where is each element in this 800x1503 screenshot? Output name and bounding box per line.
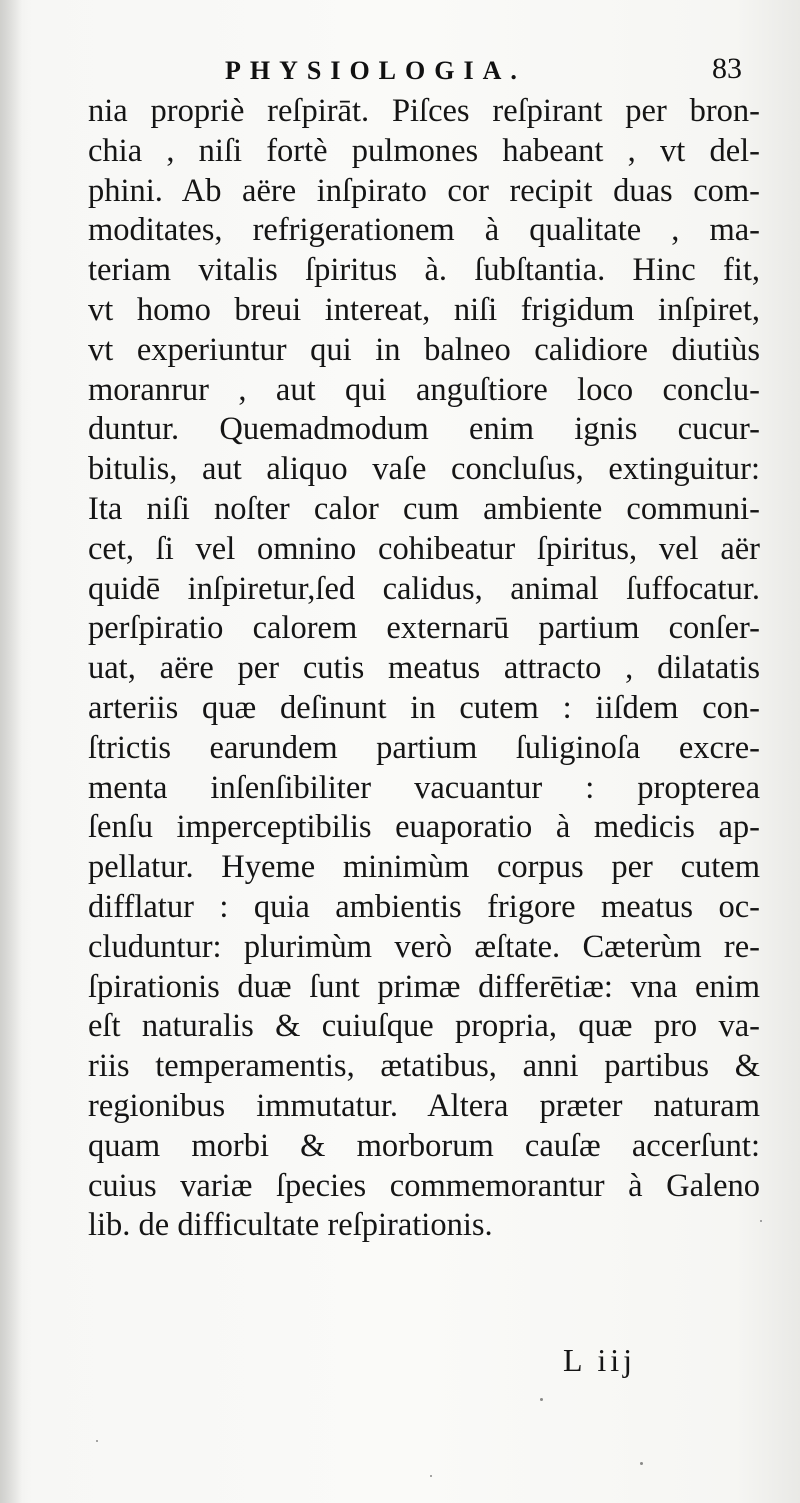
text-line: chia , niſi fortè pulmones habeant , vt del-	[88, 132, 760, 169]
text-line: bitulis, aut aliquo vaſe concluſus, extinguitur:	[88, 451, 760, 488]
text-line: difflatur : quia ambientis frigore meatus oc-	[88, 888, 760, 925]
text-line: perſpiratio calorem externarū partium conſer-	[88, 610, 760, 647]
text-line: ſtrictis earundem partium ſuliginoſa excre-	[88, 729, 760, 766]
text-line: teriam vitalis ſpiritus à. ſubſtantia. Hinc fit,	[88, 252, 760, 289]
text-line: ſenſu imperceptibilis euaporatio à medicis ap-	[88, 809, 760, 846]
text-line: nia propriè reſpirāt. Piſces reſpirant per bron-	[88, 93, 760, 129]
text-line: quidē inſpiretur,ſed calidus, animal ſuffocatur.	[88, 570, 760, 607]
text-line: arteriis quæ deſinunt in cutem : iiſdem con-	[88, 689, 760, 726]
text-line: cuius variæ ſpecies commemorantur à Galeno	[88, 1167, 760, 1204]
text-line: cet, ſi vel omnino cohibeatur ſpiritus, vel aër	[88, 530, 760, 567]
text-line: uat, aëre per cutis meatus attracto , dilatatis	[88, 650, 760, 687]
page-header	[0, 52, 800, 92]
text-line: Ita niſi noſter calor cum ambiente communi-	[88, 490, 760, 527]
page-number: 83	[712, 52, 742, 85]
signature-mark: L iij	[563, 1342, 637, 1378]
text-line: phini. Ab aëre inſpirato cor recipit duas com-	[88, 172, 760, 209]
text-line: quam morbi & morborum cauſæ accerſunt:	[88, 1127, 760, 1164]
text-line: moditates, refrigerationem à qualitate , ma-	[88, 212, 760, 249]
text-line: riis temperamentis, ætatibus, anni partibus &	[88, 1048, 760, 1085]
body-text	[88, 92, 760, 1246]
text-line: eſt naturalis & cuiuſque propria, quæ pro va-	[88, 1008, 760, 1045]
text-line: vt homo breui intereat, niſi frigidum inſpiret,	[88, 291, 760, 328]
text-line: vt experiuntur qui in balneo calidiore diutiùs	[88, 331, 760, 368]
text-line: duntur. Quemadmodum enim ignis cucur-	[88, 411, 760, 448]
gutter-shadow	[0, 0, 22, 1503]
text-line: regionibus immutatur. Altera præter naturam	[88, 1087, 760, 1124]
text-line: moranrur , aut qui anguſtiore loco conclu-	[88, 371, 760, 408]
text-line: ſpirationis duæ ſunt primæ differētiæ: vna enim	[88, 968, 760, 1005]
text-line: lib. de difficultate reſpirationis.	[88, 1207, 493, 1244]
text-line: pellatur. Hyeme minimùm corpus per cutem	[88, 849, 760, 886]
text-line: menta inſenſibiliter vacuantur : propterea	[88, 769, 760, 806]
text-line: cluduntur: plurimùm verò æſtate. Cæterùm re-	[88, 928, 760, 965]
running-title: PHYSIOLOGIA.	[225, 56, 526, 85]
